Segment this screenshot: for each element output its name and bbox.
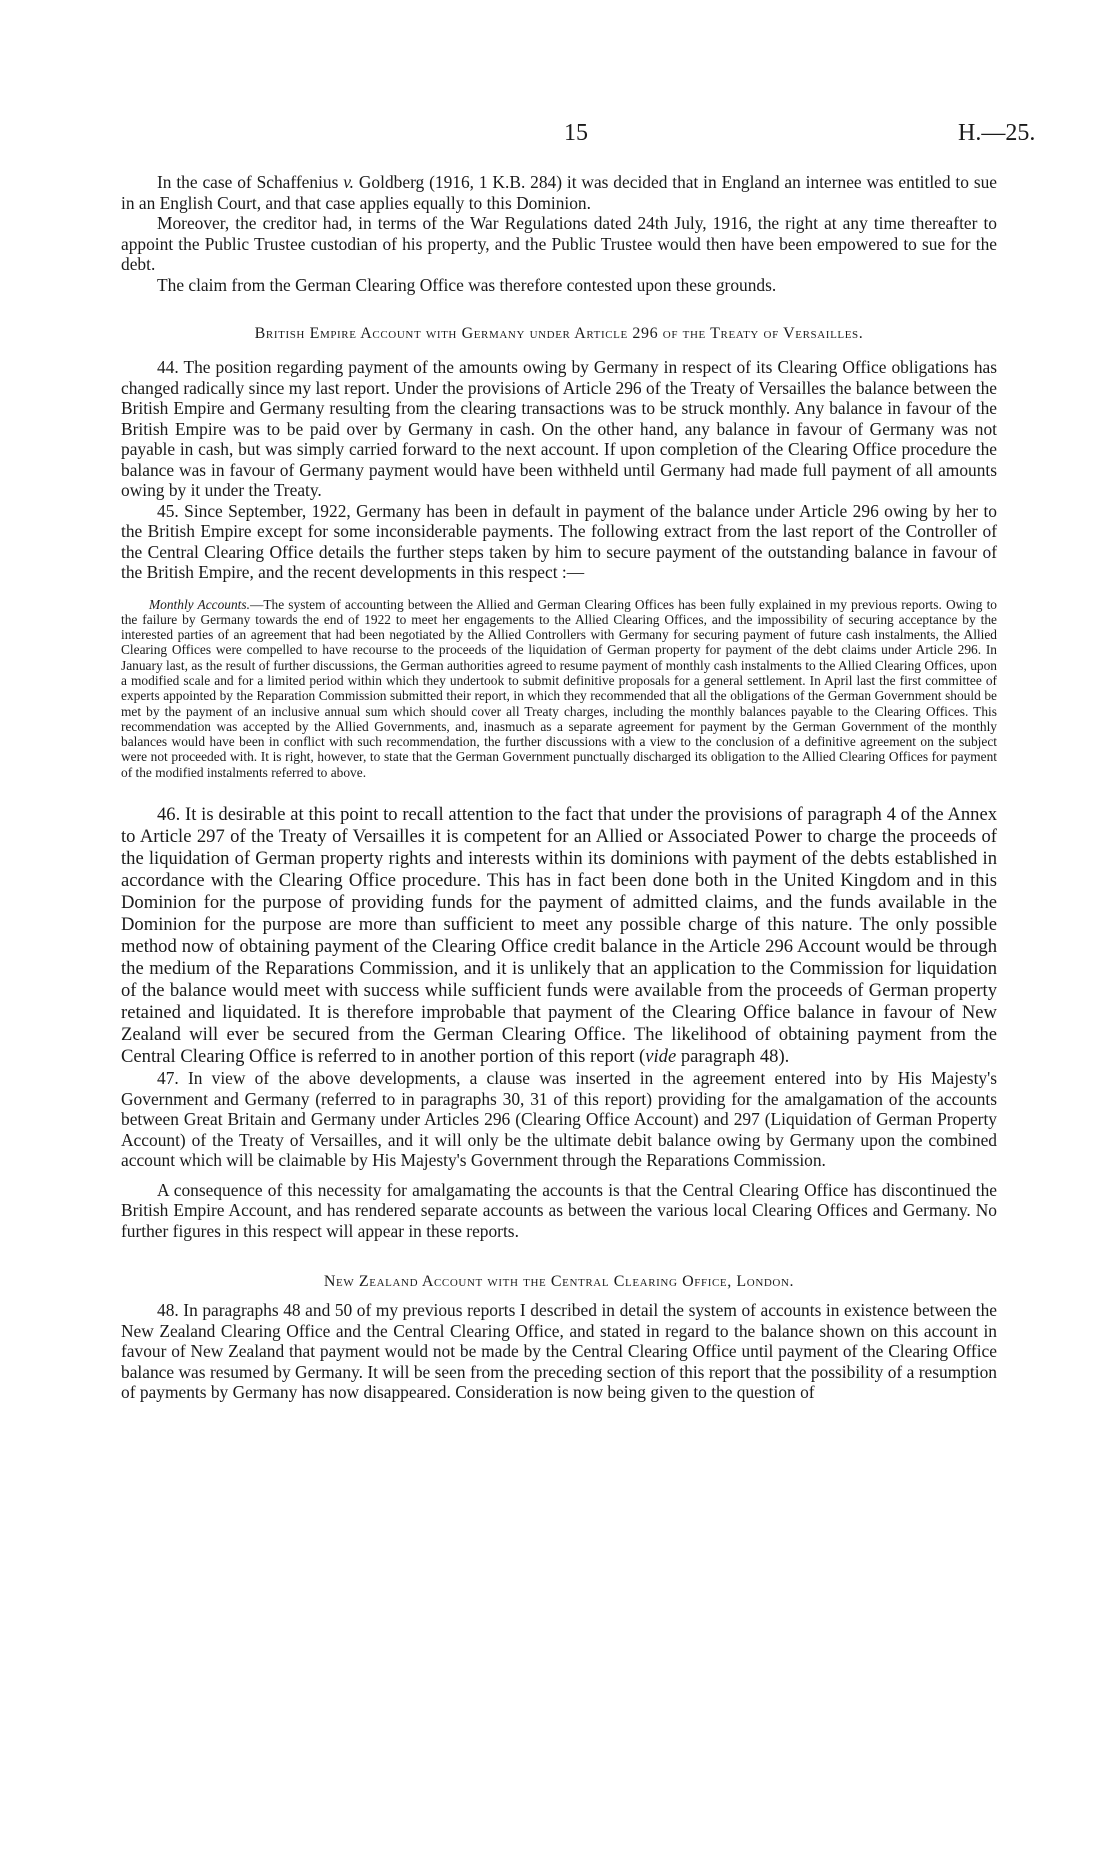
document-reference: H.—25. [958, 120, 1036, 146]
paragraph-schaffenius-case [121, 172, 997, 213]
extract-lead-title: Monthly Accounts. [149, 596, 250, 612]
paragraph-claim-contested: The claim from the German Clearing Office was therefore contested upon these grounds. [157, 274, 777, 295]
text-span: In the case of Schaffenius [157, 172, 344, 192]
text-span: Goldberg (1916, 1 K.B. 284) it was decided that in England an internee was entitled to sue in an English Court, and that case applies equally to this Dominion. [121, 172, 997, 213]
paragraph-47: 47. In view of the above developments, a clause was inserted in the agreement entered into by His Majesty's Government and Germany (referred to in paragraphs 30, 31 of this report) providing for the amalgamation of the accounts between Great Britain and Germany under Articles 296 (Clearing Office Account) and 297 (Liquidation of German Property Account) of the Treaty of Versailles, and it will only be the ultimate debit balance owing by Germany upon the combined account which will be claimable by His Majesty's Government through the Reparations Commission. [121, 1068, 997, 1171]
paragraph-consequence: A consequence of this necessity for amalgamating the accounts is that the Central Clearing Office has discontinued the British Empire Account, and has rendered separate accounts as between the various local Clearing Offices and Germany. No further figures in this respect will appear in these reports. [121, 1179, 997, 1241]
section-heading-new-zealand-account: New Zealand Account with the Central Clearing Office, London. [323, 1273, 795, 1291]
paragraph-war-regulations: Moreover, the creditor had, in terms of the War Regulations dated 24th July, 1916, the right at any time thereafter to appoint the Public Trustee custodian of his property, and the Public Trustee would then have been empowered to sue for the debt. [121, 213, 997, 274]
section-heading-british-empire-account: British Empire Account with Germany under Article 296 of the Treaty of Versailles. [254, 325, 864, 342]
extract-body-text: —The system of accounting between the Allied and German Clearing Offices has been fully explained in my previous reports. Owing to the failure by Germany towards the end of 1922 to meet her engagements to the Allied Clearing Offices, and the impossibility of securing acceptance by the interested parties of an agreement that had been negotiated by the Allied Controllers with Germany for securing payment of future cash instalments, the Allied Clearing Offices were compelled to have recourse to the proceeds of the liquidation of German property for payment of the debt claims under Article 296. In January last, as the result of further discussions, the German authorities agreed to resume payment of monthly cash instalments to the Allied Clearing Offices, upon a modified scale and for a limited period within which they undertook to submit definitive proposals for a general settlement. In April last the first committee of experts appointed by the Reparation Commission submitted their report, in which they recommended that all the obligations of the German Government should be met by the payment of an inclusive annual sum which should cover all Treaty charges, including the monthly balances payable to the Clearing Offices. This recommendation was accepted by the Allied Governments, and, inasmuch as a separate agreement for payment by the German Government of the monthly balances would have been in conflict with such recommendation, the further discussions with a view to the conclusion of a definitive agreement on the subject were not proceeded with. It is right, however, to state that the German Government punctually discharged its obligation to the Allied Clearing Offices for payment of the modified instalments referred to above. [121, 596, 997, 780]
text-vide: vide [645, 1046, 677, 1068]
paragraph-48: 48. In paragraphs 48 and 50 of my previous reports I described in detail the system of accounts in existence between the New Zealand Clearing Office and the Central Clearing Office, and stated in regard to the balance shown on this account in favour of New Zealand that payment would not be made by the Central Clearing Office until payment of the Clearing Office balance was resumed by Germany. It will be seen from the preceding section of this report that the possibility of a resumption of payments by Germany has now disappeared. Consideration is now being given to the question of [121, 1300, 997, 1403]
text-versus: v. [343, 172, 355, 192]
page-body [121, 172, 997, 1403]
text-span: paragraph 48). [676, 1046, 790, 1068]
text-span: 46. It is desirable at this point to recall attention to the fact that under the provisions of paragraph 4 of the Annex to Article 297 of the Treaty of Versailles it is competent for an Allied or Associated Power to charge the proceeds of the liquidation of German property rights and interests within its dominions with payment of the debts established in accordance with the Clearing Office procedure. This has in fact been done both in the United Kingdom and in this Dominion for the purpose of providing funds for the payment of admitted claims, and the funds available in the Dominion for the purpose are more than sufficient to meet any possible charge of this nature. The only possible method now of obtaining payment of the Clearing Office credit balance in the Article 296 Account would be through the medium of the Reparations Commission, and it is unlikely that an application to the Commission for liquidation of the balance would meet with success while sufficient funds were available from the proceeds of German property retained and liquidated. It is therefore improbable that payment of the Clearing Office balance in favour of New Zealand will ever be secured from the German Clearing Office. The likelihood of obtaining payment from the Central Clearing Office is referred to in another portion of this report ( [121, 804, 997, 1068]
extract-monthly-accounts [121, 597, 997, 781]
page-number: 15 [564, 120, 588, 146]
paragraph-45: 45. Since September, 1922, Germany has been in default in payment of the balance under Article 296 owing by her to the British Empire except for some inconsiderable payments. The following extract from the last report of the Controller of the Central Clearing Office details the further steps taken by him to secure payment of the outstanding balance in favour of the British Empire, and the recent developments in this respect :— [121, 500, 997, 582]
paragraph-46 [121, 804, 997, 1068]
paragraph-44: 44. The position regarding payment of the amounts owing by Germany in respect of its Clearing Office obligations has changed radically since my last report. Under the provisions of Article 296 of the Treaty of Versailles the balance between the British Empire and Germany resulting from the clearing transactions was to be struck monthly. Any balance in favour of the British Empire was to be paid over by Germany in cash. On the other hand, any balance in favour of Germany was not payable in cash, but was simply carried forward to the next account. If upon completion of the Clearing Office procedure the balance was in favour of Germany payment would have been withheld until Germany had made full payment of all amounts owing by it under the Treaty. [121, 357, 997, 500]
